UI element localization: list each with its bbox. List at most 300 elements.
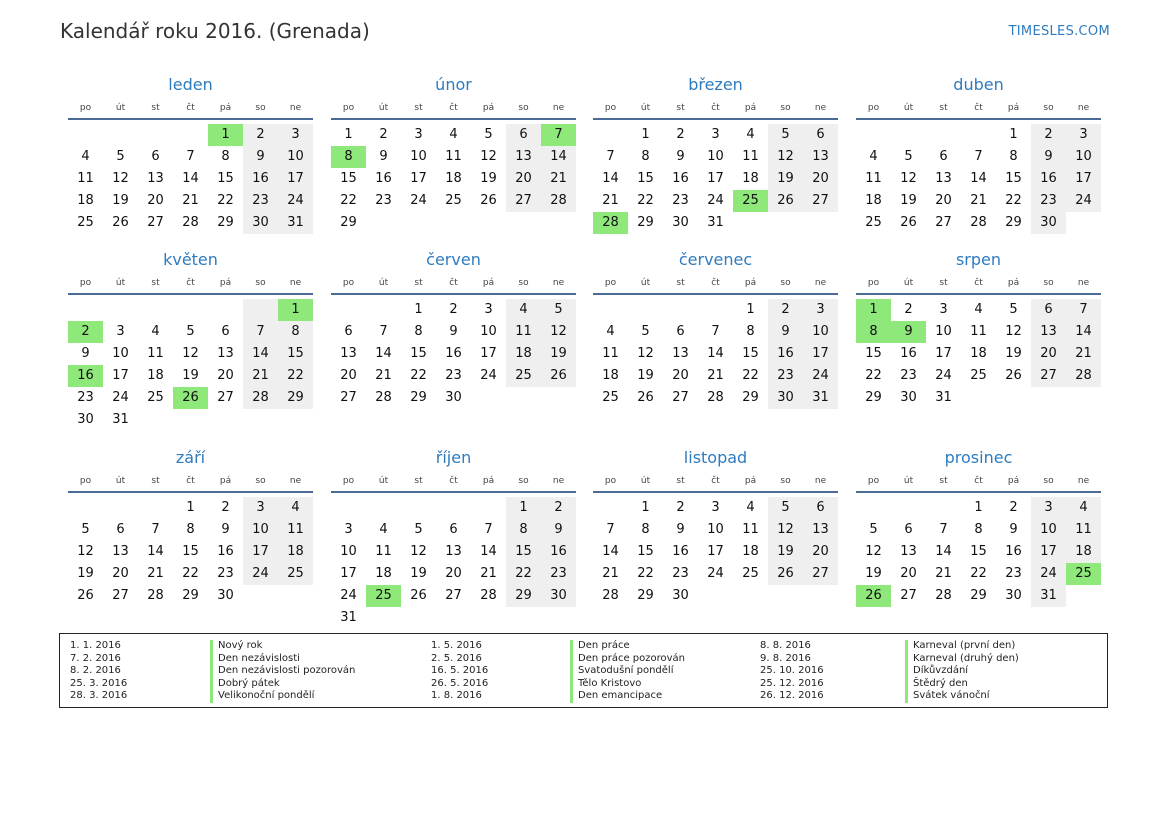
- day-cell: 18: [278, 541, 313, 563]
- day-cell: 7: [711, 324, 720, 339]
- month-name: říjen: [435, 448, 472, 467]
- day-cell: 18: [1066, 541, 1101, 563]
- day-cell: 27: [506, 190, 541, 212]
- weekday-label: st: [939, 278, 948, 288]
- day-cell: 16: [768, 343, 803, 365]
- day-cell: 2: [1009, 500, 1018, 515]
- day-cell: 9: [81, 346, 90, 361]
- weekday-label: út: [640, 278, 651, 288]
- day-cell: 14: [602, 544, 619, 559]
- legend-date: 8. 8. 2016: [760, 640, 811, 651]
- day-cell: 15: [278, 343, 313, 365]
- day-cell: 8: [506, 519, 541, 541]
- day-cell: 26: [77, 588, 94, 603]
- day-cell: 24: [480, 368, 497, 383]
- weekday-label: pá: [1007, 278, 1020, 288]
- day-cell: 4: [81, 149, 90, 164]
- day-cell: 9: [676, 522, 685, 537]
- legend-date: 9. 8. 2016: [760, 652, 811, 664]
- day-cell: 9: [1031, 146, 1066, 168]
- day-cell: 5: [81, 522, 90, 537]
- day-cell: 1: [856, 299, 891, 321]
- day-cell: 20: [803, 168, 838, 190]
- day-cell: 15: [637, 544, 654, 559]
- day-cell: 4: [746, 500, 755, 515]
- weekday-label: út: [378, 103, 389, 113]
- day-cell: 15: [742, 346, 759, 361]
- legend-date: 1. 1. 2016: [70, 640, 121, 651]
- day-cell: 14: [970, 171, 987, 186]
- day-cell: 17: [707, 171, 724, 186]
- day-cell: 2: [1031, 124, 1066, 146]
- day-cell: 26: [173, 387, 208, 409]
- day-cell: 11: [506, 321, 541, 343]
- day-cell: 24: [1066, 190, 1101, 212]
- day-cell: 10: [340, 544, 357, 559]
- day-cell: 5: [541, 299, 576, 321]
- day-cell: 1: [208, 124, 243, 146]
- legend-date: 8. 2. 2016: [70, 665, 121, 676]
- legend-date: 26. 12. 2016: [760, 690, 824, 701]
- legend-date: 28. 3. 2016: [70, 690, 128, 701]
- day-cell: 18: [147, 368, 164, 383]
- empty-day-cell: [366, 497, 401, 519]
- day-cell: 13: [445, 544, 462, 559]
- day-cell: 11: [278, 519, 313, 541]
- day-grid: [593, 124, 838, 234]
- day-cell: 16: [672, 544, 689, 559]
- weekday-label: ne: [552, 476, 565, 486]
- day-cell: 16: [1031, 168, 1066, 190]
- day-cell: 18: [742, 171, 759, 186]
- month-11: [856, 445, 1101, 607]
- weekday-label: po: [867, 103, 880, 113]
- site-link[interactable]: TIMESLES.COM: [1008, 24, 1110, 39]
- day-cell: 13: [803, 519, 838, 541]
- day-cell: 14: [707, 346, 724, 361]
- day-cell: 17: [410, 171, 427, 186]
- legend-date-column: [70, 640, 127, 703]
- weekday-label: ne: [289, 278, 302, 288]
- day-cell: 8: [641, 522, 650, 537]
- month-2: [593, 72, 838, 234]
- day-cell: 3: [939, 302, 948, 317]
- day-cell: 22: [278, 365, 313, 387]
- day-cell: 19: [1005, 346, 1022, 361]
- day-cell: 22: [637, 193, 654, 208]
- day-cell: 14: [1066, 321, 1101, 343]
- day-cell: 15: [217, 171, 234, 186]
- day-cell: 14: [375, 346, 392, 361]
- legend-date: 26. 5. 2016: [431, 677, 489, 689]
- day-cell: 21: [243, 365, 278, 387]
- day-cell: 4: [869, 149, 878, 164]
- day-cell: 30: [77, 412, 94, 427]
- day-cell: 5: [869, 522, 878, 537]
- weekday-label: ne: [1077, 103, 1090, 113]
- day-cell: 1: [974, 500, 983, 515]
- day-cell: 20: [506, 168, 541, 190]
- day-cell: 9: [676, 149, 685, 164]
- day-cell: 6: [1031, 299, 1066, 321]
- empty-day-cell: [243, 299, 278, 321]
- day-cell: 31: [935, 390, 952, 405]
- empty-day-cell: [103, 124, 138, 146]
- empty-day-cell: [891, 124, 926, 146]
- day-cell: 18: [970, 346, 987, 361]
- day-cell: 10: [707, 149, 724, 164]
- weekday-label: čt: [974, 278, 983, 288]
- month-1: [331, 72, 576, 234]
- day-cell: 11: [77, 171, 94, 186]
- day-cell: 7: [541, 124, 576, 146]
- empty-day-cell: [331, 497, 366, 519]
- day-cell: 7: [379, 324, 388, 339]
- day-cell: 1: [186, 500, 195, 515]
- day-cell: 28: [541, 190, 576, 212]
- weekday-label: čt: [449, 103, 458, 113]
- day-cell: 27: [217, 390, 234, 405]
- legend-holiday-name: Nový rok: [210, 640, 355, 653]
- day-cell: 29: [865, 390, 882, 405]
- day-cell: 9: [541, 519, 576, 541]
- weekday-label: pá: [482, 278, 495, 288]
- day-cell: 28: [1066, 365, 1101, 387]
- day-cell: 21: [480, 566, 497, 581]
- day-cell: 4: [1066, 497, 1101, 519]
- day-cell: 30: [768, 387, 803, 409]
- day-cell: 1: [414, 302, 423, 317]
- weekday-header: [593, 471, 838, 493]
- weekday-label: po: [342, 476, 355, 486]
- day-cell: 22: [1005, 193, 1022, 208]
- legend-holiday-name: Dobrý pátek: [210, 678, 355, 691]
- day-cell: 5: [116, 149, 125, 164]
- day-cell: 2: [221, 500, 230, 515]
- day-cell: 4: [151, 324, 160, 339]
- weekday-label: po: [342, 278, 355, 288]
- day-cell: 10: [707, 522, 724, 537]
- day-cell: 12: [1005, 324, 1022, 339]
- legend-date: 25. 10. 2016: [760, 665, 824, 676]
- month-name: leden: [168, 75, 213, 94]
- day-cell: 20: [340, 368, 357, 383]
- legend-holiday-name: Den nezávislosti pozorován: [210, 665, 355, 678]
- day-cell: 25: [1066, 563, 1101, 585]
- day-cell: 23: [445, 368, 462, 383]
- day-cell: 12: [900, 171, 917, 186]
- day-cell: 9: [379, 149, 388, 164]
- day-cell: 4: [278, 497, 313, 519]
- day-cell: 19: [637, 368, 654, 383]
- page-title: Kalendář roku 2016. (Grenada): [60, 19, 370, 43]
- empty-day-cell: [331, 299, 366, 321]
- legend-name-column: [570, 640, 685, 703]
- day-cell: 20: [112, 566, 129, 581]
- day-cell: 23: [217, 566, 234, 581]
- day-cell: 25: [506, 365, 541, 387]
- day-cell: 16: [217, 544, 234, 559]
- weekday-header: [856, 471, 1101, 493]
- day-cell: 4: [379, 522, 388, 537]
- day-cell: 29: [1005, 215, 1022, 230]
- weekday-label: út: [378, 476, 389, 486]
- legend-date: 25. 3. 2016: [70, 677, 128, 689]
- day-cell: 12: [637, 346, 654, 361]
- weekday-label: út: [903, 476, 914, 486]
- day-cell: 8: [1009, 149, 1018, 164]
- weekday-label: ne: [289, 476, 302, 486]
- day-cell: 28: [243, 387, 278, 409]
- day-cell: 25: [77, 215, 94, 230]
- weekday-label: so: [780, 103, 791, 113]
- day-cell: 21: [602, 566, 619, 581]
- day-cell: 11: [742, 522, 759, 537]
- legend-date: 2. 5. 2016: [431, 652, 482, 664]
- day-cell: 28: [182, 215, 199, 230]
- day-grid: [331, 124, 576, 234]
- day-cell: 27: [112, 588, 129, 603]
- day-cell: 31: [278, 212, 313, 234]
- weekday-label: so: [780, 278, 791, 288]
- weekday-label: út: [640, 476, 651, 486]
- weekday-label: ne: [552, 103, 565, 113]
- day-cell: 3: [1031, 497, 1066, 519]
- day-cell: 3: [414, 127, 423, 142]
- day-cell: 30: [900, 390, 917, 405]
- day-cell: 27: [1031, 365, 1066, 387]
- day-cell: 23: [375, 193, 392, 208]
- weekday-label: st: [151, 476, 160, 486]
- day-cell: 4: [506, 299, 541, 321]
- weekday-label: ne: [552, 278, 565, 288]
- day-cell: 13: [340, 346, 357, 361]
- empty-day-cell: [926, 124, 961, 146]
- day-cell: 13: [935, 171, 952, 186]
- day-grid: [68, 124, 313, 234]
- day-cell: 21: [541, 168, 576, 190]
- day-cell: 21: [602, 193, 619, 208]
- day-cell: 8: [641, 149, 650, 164]
- day-cell: 28: [375, 390, 392, 405]
- day-cell: 10: [410, 149, 427, 164]
- empty-day-cell: [401, 497, 436, 519]
- weekday-label: pá: [744, 103, 757, 113]
- month-4: [68, 247, 313, 431]
- legend-holiday-name: Den práce pozorován: [570, 653, 685, 666]
- day-cell: 28: [970, 215, 987, 230]
- day-cell: 7: [606, 149, 615, 164]
- day-cell: 3: [711, 500, 720, 515]
- month-5: [331, 247, 576, 409]
- legend-date: 25. 12. 2016: [760, 677, 824, 689]
- day-cell: 12: [768, 146, 803, 168]
- day-cell: 18: [375, 566, 392, 581]
- day-cell: 15: [182, 544, 199, 559]
- weekday-header: [331, 98, 576, 120]
- weekday-header: [856, 98, 1101, 120]
- day-cell: 29: [410, 390, 427, 405]
- weekday-label: st: [414, 278, 423, 288]
- day-cell: 25: [865, 215, 882, 230]
- weekday-label: po: [867, 278, 880, 288]
- day-cell: 23: [1031, 190, 1066, 212]
- month-name: září: [175, 448, 206, 467]
- day-cell: 29: [742, 390, 759, 405]
- day-cell: 2: [541, 497, 576, 519]
- day-cell: 30: [1031, 212, 1066, 234]
- weekday-label: po: [604, 278, 617, 288]
- day-cell: 23: [900, 368, 917, 383]
- day-cell: 28: [707, 390, 724, 405]
- day-cell: 6: [449, 522, 458, 537]
- day-cell: 1: [278, 299, 313, 321]
- weekday-label: út: [640, 103, 651, 113]
- day-cell: 13: [112, 544, 129, 559]
- weekday-label: st: [151, 278, 160, 288]
- weekday-label: st: [151, 103, 160, 113]
- day-cell: 7: [939, 522, 948, 537]
- empty-day-cell: [208, 299, 243, 321]
- day-cell: 12: [112, 171, 129, 186]
- day-cell: 21: [182, 193, 199, 208]
- day-cell: 10: [1066, 146, 1101, 168]
- day-cell: 5: [1009, 302, 1018, 317]
- day-cell: 31: [707, 215, 724, 230]
- day-cell: 24: [243, 563, 278, 585]
- day-cell: 7: [151, 522, 160, 537]
- day-cell: 20: [445, 566, 462, 581]
- day-cell: 31: [1031, 585, 1066, 607]
- legend-date: 1. 5. 2016: [431, 640, 482, 651]
- weekday-header: [593, 98, 838, 120]
- day-cell: 5: [641, 324, 650, 339]
- weekday-label: st: [414, 476, 423, 486]
- weekday-label: so: [255, 476, 266, 486]
- day-cell: 19: [480, 171, 497, 186]
- day-cell: 22: [742, 368, 759, 383]
- day-cell: 14: [147, 544, 164, 559]
- day-cell: 7: [484, 522, 493, 537]
- day-cell: 7: [974, 149, 983, 164]
- day-cell: 16: [900, 346, 917, 361]
- day-cell: 24: [707, 566, 724, 581]
- day-cell: 5: [414, 522, 423, 537]
- month-6: [593, 247, 838, 409]
- empty-day-cell: [103, 497, 138, 519]
- month-7: [856, 247, 1101, 409]
- day-cell: 30: [672, 215, 689, 230]
- day-cell: 30: [1005, 588, 1022, 603]
- day-cell: 19: [900, 193, 917, 208]
- day-cell: 4: [974, 302, 983, 317]
- day-cell: 8: [974, 522, 983, 537]
- empty-day-cell: [366, 299, 401, 321]
- day-cell: 29: [970, 588, 987, 603]
- weekday-label: st: [676, 103, 685, 113]
- day-cell: 19: [768, 168, 803, 190]
- day-cell: 2: [243, 124, 278, 146]
- day-cell: 10: [480, 324, 497, 339]
- day-cell: 11: [865, 171, 882, 186]
- day-cell: 10: [112, 346, 129, 361]
- day-cell: 10: [243, 519, 278, 541]
- month-name: únor: [435, 75, 472, 94]
- day-cell: 11: [147, 346, 164, 361]
- day-cell: 22: [340, 193, 357, 208]
- legend-holiday-name: Svatodušní pondělí: [570, 665, 685, 678]
- month-name: listopad: [683, 448, 748, 467]
- weekday-label: čt: [186, 476, 195, 486]
- month-name: prosinec: [944, 448, 1013, 467]
- empty-day-cell: [856, 124, 891, 146]
- day-cell: 24: [707, 193, 724, 208]
- day-grid: [68, 497, 313, 607]
- day-cell: 17: [340, 566, 357, 581]
- day-cell: 16: [375, 171, 392, 186]
- day-cell: 23: [768, 365, 803, 387]
- month-name: duben: [953, 75, 1004, 94]
- day-cell: 23: [1005, 566, 1022, 581]
- weekday-label: po: [604, 103, 617, 113]
- empty-day-cell: [138, 124, 173, 146]
- day-cell: 3: [1066, 124, 1101, 146]
- weekday-label: pá: [219, 103, 232, 113]
- day-cell: 19: [112, 193, 129, 208]
- day-grid: [856, 124, 1101, 234]
- weekday-label: st: [414, 103, 423, 113]
- day-cell: 2: [68, 321, 103, 343]
- day-cell: 13: [147, 171, 164, 186]
- day-cell: 16: [243, 168, 278, 190]
- day-cell: 31: [340, 610, 357, 625]
- day-cell: 20: [803, 541, 838, 563]
- day-cell: 31: [803, 387, 838, 409]
- legend-holiday-name: Díkůvzdání: [905, 665, 1019, 678]
- empty-day-cell: [593, 497, 628, 519]
- day-cell: 13: [900, 544, 917, 559]
- day-cell: 9: [1009, 522, 1018, 537]
- day-grid: [856, 497, 1101, 607]
- day-cell: 4: [449, 127, 458, 142]
- day-cell: 26: [856, 585, 891, 607]
- weekday-label: po: [79, 476, 92, 486]
- day-cell: 26: [637, 390, 654, 405]
- day-cell: 24: [1031, 563, 1066, 585]
- day-cell: 10: [803, 321, 838, 343]
- month-8: [68, 445, 313, 607]
- day-cell: 14: [602, 171, 619, 186]
- day-cell: 22: [637, 566, 654, 581]
- day-cell: 14: [243, 343, 278, 365]
- day-cell: 28: [480, 588, 497, 603]
- month-name: březen: [688, 75, 743, 94]
- day-cell: 29: [278, 387, 313, 409]
- day-cell: 30: [672, 588, 689, 603]
- day-cell: 9: [891, 321, 926, 343]
- weekday-label: po: [867, 476, 880, 486]
- day-cell: 12: [410, 544, 427, 559]
- day-cell: 15: [1005, 171, 1022, 186]
- weekday-label: ne: [814, 278, 827, 288]
- day-cell: 3: [484, 302, 493, 317]
- day-cell: 8: [856, 321, 891, 343]
- month-name: červenec: [678, 250, 753, 269]
- day-cell: 11: [445, 149, 462, 164]
- legend-name-column: [905, 640, 1019, 703]
- day-cell: 27: [803, 190, 838, 212]
- month-3: [856, 72, 1101, 234]
